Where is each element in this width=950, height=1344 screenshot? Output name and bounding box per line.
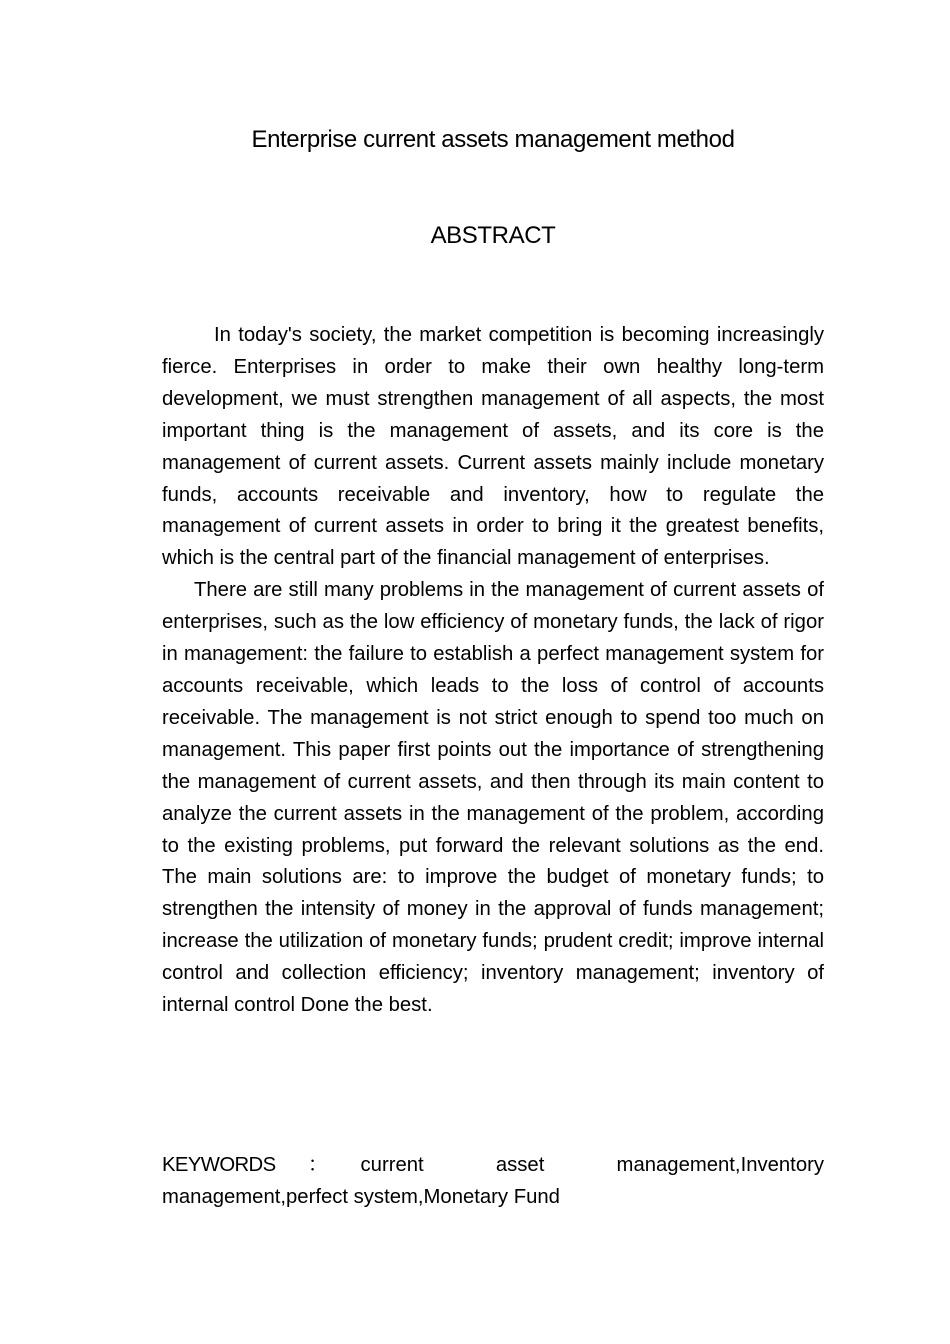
abstract-paragraph-1: In today's society, the market competition is becoming increasingly fierce. Enterprises in order to make their own healthy long-term development, we must strengthen management of all aspects, the most important thing is the management of assets, and its core is the management of current assets. Current assets mainly include monetary funds, accounts receivable and inventory, how to regulate the management of current assets in order to bring it the greatest benefits, which is the central part of the financial management of enterprises. bbox=[162, 324, 824, 570]
keywords-separator: ： bbox=[307, 1154, 329, 1176]
keywords-line bbox=[162, 1150, 824, 1214]
abstract-body bbox=[162, 320, 824, 1022]
abstract-paragraph-2: There are still many problems in the management of current assets of enterprises, such as the low efficiency of monetary funds, the lack of rigor in management: the failure to establish a perfect management system for accounts receivable, which leads to the loss of control of accounts receivable. The management is not strict enough to spend too much on management. This paper first points out the importance of strengthening the management of current assets, and then through its main content to analyze the current assets in the management of the problem, according to the existing problems, put forward the relevant solutions as the end. The main solutions are: to improve the budget of monetary funds; to strengthen the intensity of money in the approval of funds management; increase the utilization of monetary funds; prudent credit; improve internal control and collection efficiency; inventory management; inventory of internal control Done the best. bbox=[162, 579, 824, 1017]
keywords-label: KEYWORDS bbox=[162, 1154, 276, 1176]
abstract-heading: ABSTRACT bbox=[430, 222, 556, 249]
keywords-text: current asset management,Inventory management,perfect system,Monetary Fund bbox=[162, 1154, 824, 1208]
document-title: Enterprise current assets management method bbox=[251, 126, 735, 153]
